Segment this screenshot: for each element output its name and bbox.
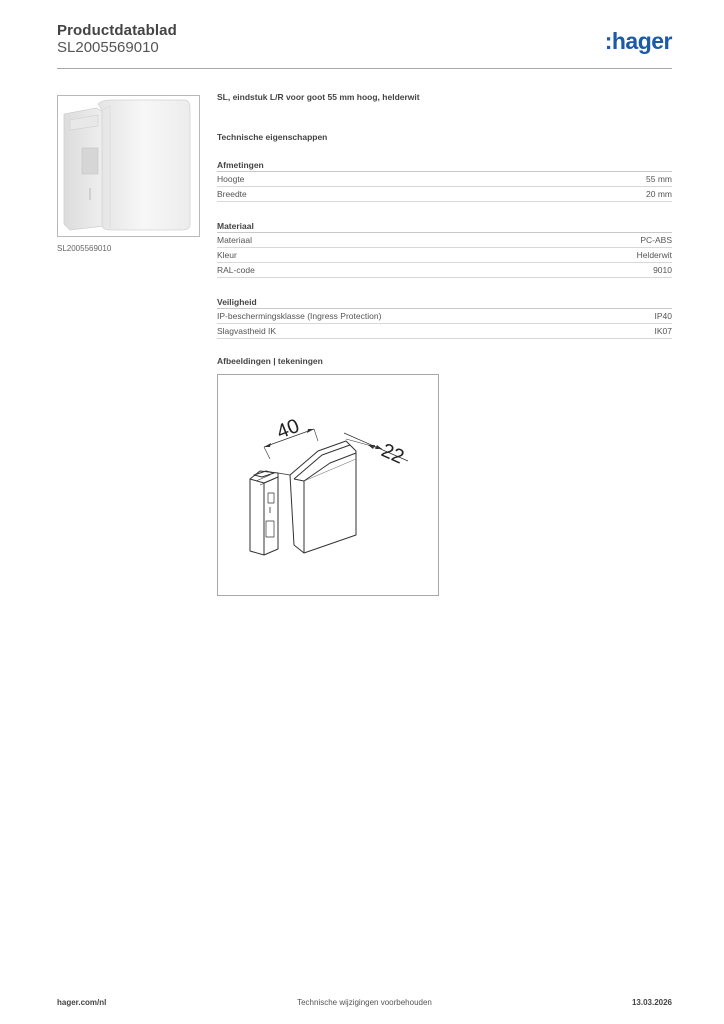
property-value: 20 mm <box>646 189 672 199</box>
page-title: Productdatablad <box>57 22 177 39</box>
page-subtitle: SL2005569010 <box>57 39 159 56</box>
content-column <box>217 92 672 596</box>
property-value: 9010 <box>653 265 672 275</box>
dimension-drawing <box>218 375 438 595</box>
group-safety <box>217 296 672 339</box>
property-groups <box>217 159 672 339</box>
property-value: PC-ABS <box>640 235 672 245</box>
property-row <box>217 233 672 248</box>
property-label: IP-beschermingsklasse (Ingress Protection) <box>217 311 382 321</box>
footer-website-link[interactable]: hager.com/nl <box>57 998 107 1007</box>
property-label: Slagvastheid IK <box>217 326 277 336</box>
property-row <box>217 248 672 263</box>
drawings-title: Afbeeldingen | tekeningen <box>217 356 323 366</box>
property-row <box>217 172 672 187</box>
product-description: SL, eindstuk L/R voor goot 55 mm hoog, helderwit <box>217 92 420 102</box>
property-row <box>217 309 672 324</box>
property-value: IK07 <box>654 326 672 336</box>
group-dimensions <box>217 159 672 202</box>
property-label: Breedte <box>217 189 247 199</box>
property-value: Helderwit <box>636 250 672 260</box>
footer-date: 13.03.2026 <box>631 998 672 1007</box>
technical-drawing <box>217 374 439 596</box>
group-title: Afmetingen <box>217 159 672 172</box>
product-photo <box>57 95 200 237</box>
property-label: Hoogte <box>217 174 245 184</box>
property-row <box>217 187 672 202</box>
group-title: Veiligheid <box>217 296 672 309</box>
product-photo-image <box>58 96 200 237</box>
photo-caption: SL2005569010 <box>57 244 112 253</box>
hager-logo: :hager <box>604 28 672 54</box>
dimension-width-label: 22 <box>377 439 408 469</box>
technical-title: Technische eigenschappen <box>217 132 328 142</box>
property-row <box>217 263 672 278</box>
property-row <box>217 324 672 339</box>
dimension-depth-label: 40 <box>273 414 303 444</box>
property-value: IP40 <box>654 311 672 321</box>
group-title: Materiaal <box>217 220 672 233</box>
property-value: 55 mm <box>646 174 672 184</box>
group-material <box>217 220 672 278</box>
footer-notice: Technische wijzigingen voorbehouden <box>297 998 432 1007</box>
property-label: Materiaal <box>217 235 252 245</box>
property-label: Kleur <box>217 250 237 260</box>
header-divider <box>57 68 672 69</box>
property-label: RAL-code <box>217 265 255 275</box>
